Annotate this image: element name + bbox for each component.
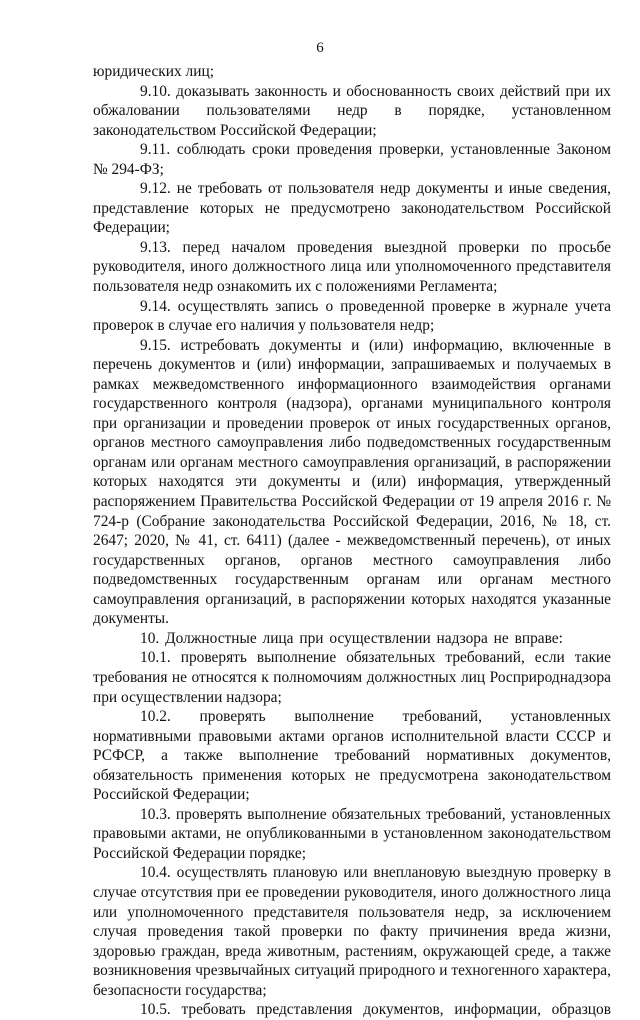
paragraph-9-12: 9.12. не требовать от пользователя недр документы и иные сведения, представление которых не предусмотрено законодательством Российской Федерации; — [93, 180, 611, 237]
page-number: 6 — [316, 40, 324, 56]
document-body — [93, 62, 611, 1020]
paragraph-9-13: 9.13. перед началом проведения выездной проверки по просьбе руководителя, иного должностного лица или уполномоченного представителя пользователя недр ознакомить их с положениями Регламента; — [93, 238, 611, 296]
paragraph-10-3: 10.3. проверять выполнение обязательных требований, установленных правовыми актами, не опубликованными в установленном законодательством Российской Федерации порядке; — [93, 805, 611, 862]
paragraph-10-2: 10.2. проверять выполнение требований, установленных нормативными правовыми актами органов исполнительной власти СССР и РСФСР, а также выполнение требований нормативных документов, обязательность применения которых не предусмотрена законодательством Российской Федерации; — [93, 708, 611, 804]
paragraph-9-15: 9.15. истребовать документы и (или) информацию, включенные в перечень документов и (или) информации, запрашиваемых и получаемых в рамках межведомственного информационного взаимодействия органами государственного контроля (надзора), органами муниципального контроля при организации и проведении проверок от иных государственных органов, органов местного самоуправления либо подведомственных государственным органам или органам местного самоуправления организаций, в распоряжении которых находятся эти документы и (или) информация, утвержденный распоряжением Правительства Российской Федерации от 19 апреля 2016 г. № 724-р (Собрание законодательства Российской Федерации, 2016, № 18, ст. 2647; 2020, № 41, ст. 6411) (далее - межведомственный перечень), от иных государственных органов, органов местного самоуправления либо подведомственных государственным органам или органам местного самоуправления организаций, в распоряжении которых находятся указанные документы. — [93, 336, 611, 628]
paragraph-10-1: 10.1. проверять выполнение обязательных требований, если такие требования не относятся к полномочиям должностных лиц Росприроднадзора при осуществлении надзора; — [93, 649, 611, 706]
paragraph-continuation: юридических лиц; — [93, 63, 214, 80]
paragraph-9-10: 9.10. доказывать законность и обоснованность своих действий при их обжаловании пользователями недр в порядке, установленном законодательством Российской Федерации; — [93, 82, 611, 139]
paragraph-10-4: 10.4. осуществлять плановую или внеплановую выездную проверку в случае отсутствия при ее проведении руководителя, иного должностного лица или уполномоченного представителя пользователя недр, за исключением случая проведения такой проверки по факту причинения вреда жизни, здоровью граждан, вреда животным, растениям, окружающей среде, а также возникновения чрезвычайных ситуаций природного и техногенного характера, безопасности государства; — [93, 864, 611, 999]
paragraph-9-14: 9.14. осуществлять запись о проведенной проверке в журнале учета проверок в случае его наличия у пользователя недр; — [93, 297, 611, 335]
paragraph-9-11: 9.11. соблюдать сроки проведения проверки, установленные Законом № 294-ФЗ; — [93, 141, 611, 178]
section-heading-10: 10. Должностные лица при осуществлении надзора не вправе: — [140, 629, 563, 647]
paragraph-10-5: 10.5. требовать представления документов, информации, образцов — [140, 1001, 611, 1019]
